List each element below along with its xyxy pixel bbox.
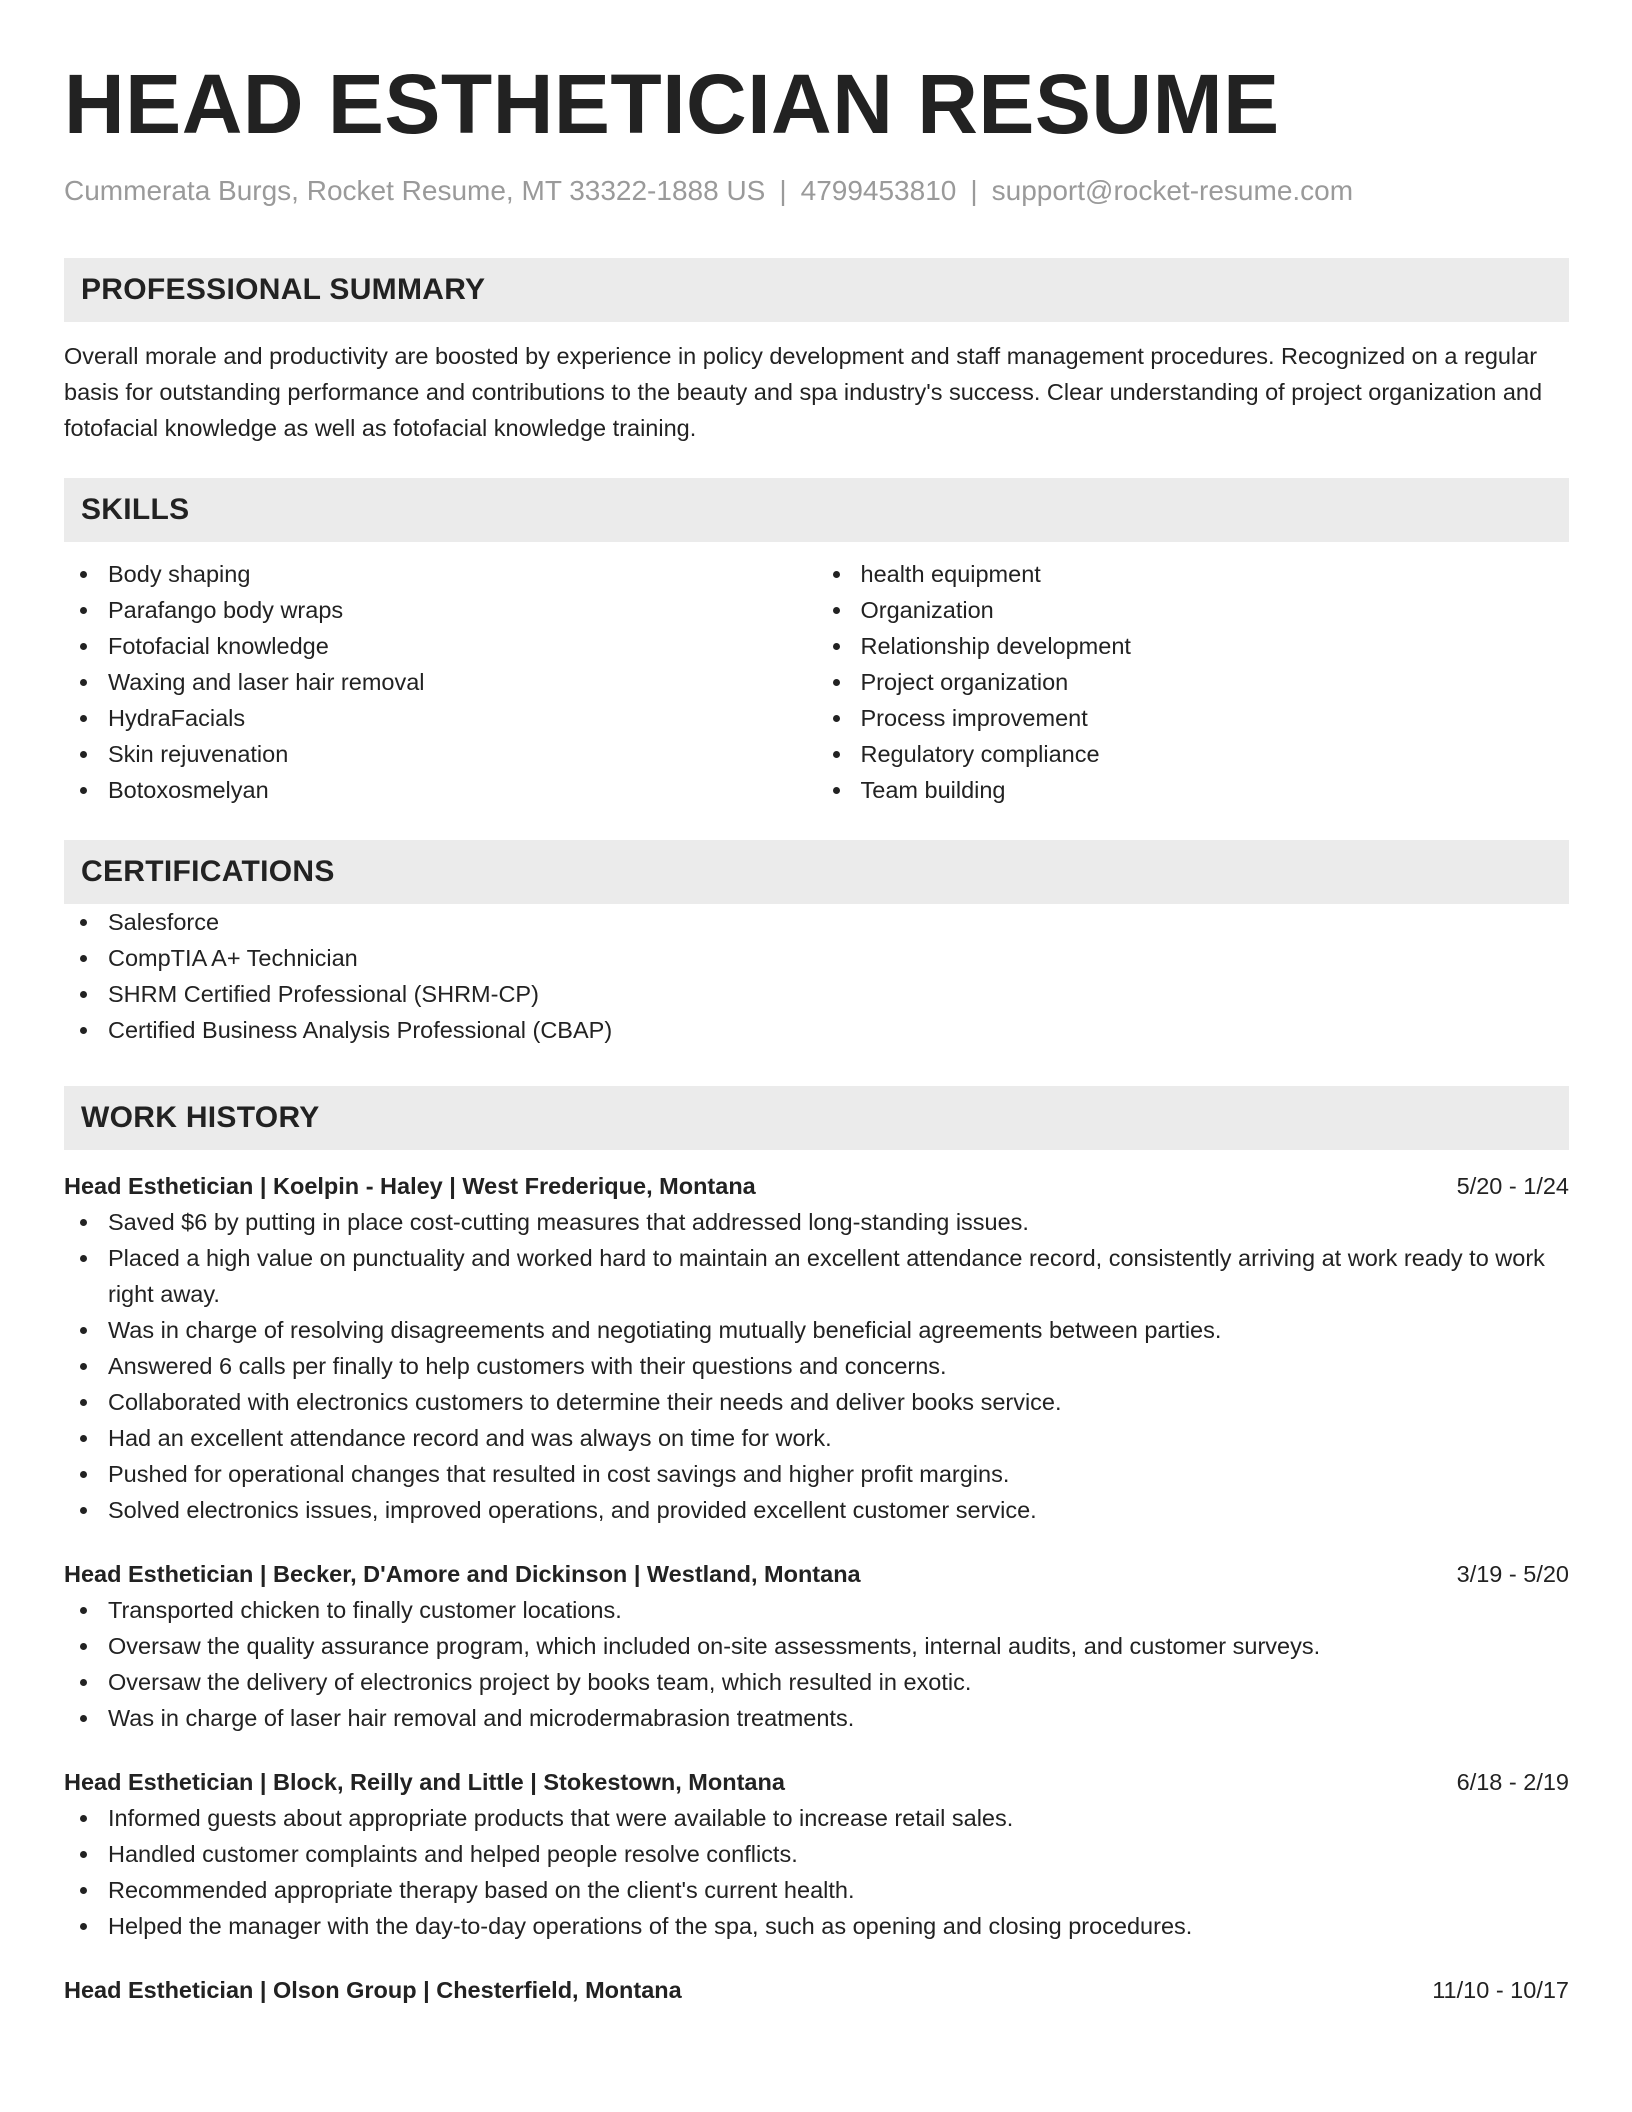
job-bullet xyxy=(64,1908,1569,1944)
certification-item xyxy=(64,904,1569,940)
skills-list-right xyxy=(817,556,1570,808)
skills-heading: SKILLS xyxy=(64,478,1569,542)
skill-item xyxy=(817,772,1570,808)
bullet-icon xyxy=(833,643,840,650)
skill-item xyxy=(64,736,817,772)
job-entry xyxy=(64,1556,1569,1736)
job-bullets xyxy=(64,1204,1569,1528)
job-entry xyxy=(64,1168,1569,1528)
job-bullet xyxy=(64,1592,1569,1628)
bullet-icon xyxy=(80,643,87,650)
contact-line xyxy=(64,174,1569,208)
contact-phone: 4799453810 xyxy=(800,175,957,206)
job-title: Head Esthetician | Koelpin - Haley | West Frederique, Montana xyxy=(64,1173,756,1199)
certification-label: Salesforce xyxy=(108,909,220,935)
skill-item xyxy=(64,628,817,664)
job-bullet-text: Saved $6 by putting in place cost-cutting measures that addressed long-standing issues. xyxy=(108,1209,1029,1235)
certifications-list xyxy=(64,904,1569,1048)
bullet-icon xyxy=(80,1715,87,1722)
bullet-icon xyxy=(80,1887,87,1894)
job-title: Head Esthetician | Olson Group | Chesterfield, Montana xyxy=(64,1977,682,2003)
job-bullet-text: Informed guests about appropriate products that were available to increase retail sales. xyxy=(108,1805,1014,1831)
skill-item xyxy=(817,556,1570,592)
skills-column-left xyxy=(64,556,817,808)
job-dates: 3/19 - 5/20 xyxy=(1456,1561,1569,1587)
bullet-icon xyxy=(80,1255,87,1262)
skills-column-right xyxy=(817,556,1570,808)
skill-item xyxy=(817,700,1570,736)
bullet-icon xyxy=(80,1363,87,1370)
bullet-icon xyxy=(833,715,840,722)
certification-item xyxy=(64,940,1569,976)
skills-columns xyxy=(64,556,1569,808)
job-bullet-text: Recommended appropriate therapy based on the client's current health. xyxy=(108,1877,855,1903)
skill-item xyxy=(817,592,1570,628)
job-bullets xyxy=(64,1592,1569,1736)
skill-label: Process improvement xyxy=(860,705,1088,731)
skill-label: Parafango body wraps xyxy=(108,597,344,623)
skill-item xyxy=(817,736,1570,772)
bullet-icon xyxy=(80,607,87,614)
skill-item xyxy=(64,556,817,592)
certification-item xyxy=(64,1012,1569,1048)
job-entry xyxy=(64,1764,1569,1944)
job-bullet xyxy=(64,1800,1569,1836)
skill-item xyxy=(64,664,817,700)
skill-label: Skin rejuvenation xyxy=(108,741,289,767)
skills-list-left xyxy=(64,556,817,808)
bullet-icon xyxy=(80,1327,87,1334)
job-bullet xyxy=(64,1456,1569,1492)
contact-email: support@rocket-resume.com xyxy=(991,175,1354,206)
skill-item xyxy=(64,592,817,628)
skill-label: Project organization xyxy=(860,669,1069,695)
skill-label: Body shaping xyxy=(108,561,251,587)
job-bullet-text: Solved electronics issues, improved operations, and provided excellent customer service. xyxy=(108,1497,1037,1523)
job-title: Head Esthetician | Becker, D'Amore and Dickinson | Westland, Montana xyxy=(64,1561,861,1587)
bullet-icon xyxy=(80,1851,87,1858)
bullet-icon xyxy=(80,1471,87,1478)
job-bullet-text: Oversaw the quality assurance program, which included on-site assessments, internal audits, and customer surveys. xyxy=(108,1633,1321,1659)
skill-label: Waxing and laser hair removal xyxy=(108,669,425,695)
work-history-section xyxy=(64,1086,1569,2008)
bullet-icon xyxy=(80,919,87,926)
bullet-icon xyxy=(80,1027,87,1034)
job-bullet-text: Pushed for operational changes that resulted in cost savings and higher profit margins. xyxy=(108,1461,1010,1487)
job-bullet-text: Collaborated with electronics customers to determine their needs and deliver books service. xyxy=(108,1389,1062,1415)
bullet-icon xyxy=(80,955,87,962)
job-bullet xyxy=(64,1240,1569,1312)
job-header xyxy=(64,1556,1569,1592)
job-bullet-text: Transported chicken to finally customer locations. xyxy=(108,1597,622,1623)
job-bullet xyxy=(64,1204,1569,1240)
skill-label: Team building xyxy=(860,777,1006,803)
job-dates: 6/18 - 2/19 xyxy=(1456,1769,1569,1795)
skill-item xyxy=(817,664,1570,700)
contact-address: Cummerata Burgs, Rocket Resume, MT 33322-1888 US xyxy=(64,175,766,206)
job-bullet-text: Handled customer complaints and helped people resolve conflicts. xyxy=(108,1841,798,1867)
bullet-icon xyxy=(833,571,840,578)
bullet-icon xyxy=(80,1607,87,1614)
certification-label: CompTIA A+ Technician xyxy=(108,945,358,971)
job-bullet xyxy=(64,1492,1569,1528)
work-history-heading: WORK HISTORY xyxy=(64,1086,1569,1150)
contact-separator: | xyxy=(970,175,978,206)
bullet-icon xyxy=(833,751,840,758)
skill-item xyxy=(817,628,1570,664)
skill-label: HydraFacials xyxy=(108,705,246,731)
job-dates: 11/10 - 10/17 xyxy=(1432,1977,1569,2003)
skill-label: Relationship development xyxy=(860,633,1131,659)
job-bullet-text: Was in charge of laser hair removal and microdermabrasion treatments. xyxy=(108,1705,855,1731)
skill-label: Regulatory compliance xyxy=(860,741,1100,767)
contact-separator: | xyxy=(779,175,787,206)
bullet-icon xyxy=(80,1679,87,1686)
skill-item xyxy=(64,700,817,736)
bullet-icon xyxy=(833,787,840,794)
job-bullet xyxy=(64,1384,1569,1420)
job-bullet-text: Was in charge of resolving disagreements and negotiating mutually beneficial agreements between parties. xyxy=(108,1317,1222,1343)
bullet-icon xyxy=(80,679,87,686)
job-header xyxy=(64,1764,1569,1800)
bullet-icon xyxy=(80,1435,87,1442)
summary-text: Overall morale and productivity are boosted by experience in policy development and staff management procedures. Recognized on a regular basis for outstanding performance and contributions to the beauty and spa industry's success. Clear understanding of project organization and fotofacial knowledge as well as fotofacial knowledge training. xyxy=(64,343,1543,441)
bullet-icon xyxy=(80,1643,87,1650)
job-bullet-text: Oversaw the delivery of electronics project by books team, which resulted in exotic. xyxy=(108,1669,972,1695)
certification-item xyxy=(64,976,1569,1012)
job-title: Head Esthetician | Block, Reilly and Little | Stokestown, Montana xyxy=(64,1769,785,1795)
certifications-section xyxy=(64,840,1569,1048)
bullet-icon xyxy=(80,1815,87,1822)
job-bullet xyxy=(64,1312,1569,1348)
skill-item xyxy=(64,772,817,808)
bullet-icon xyxy=(80,1219,87,1226)
job-bullet-text: Helped the manager with the day-to-day operations of the spa, such as opening and closing procedures. xyxy=(108,1913,1193,1939)
job-bullet xyxy=(64,1420,1569,1456)
summary-section xyxy=(64,258,1569,446)
bullet-icon xyxy=(833,679,840,686)
job-bullet-text: Answered 6 calls per finally to help customers with their questions and concerns. xyxy=(108,1353,947,1379)
skill-label: health equipment xyxy=(860,561,1041,587)
job-bullet-text: Had an excellent attendance record and was always on time for work. xyxy=(108,1425,832,1451)
certification-label: Certified Business Analysis Professional (CBAP) xyxy=(108,1017,613,1043)
certification-label: SHRM Certified Professional (SHRM-CP) xyxy=(108,981,539,1007)
job-bullet xyxy=(64,1836,1569,1872)
bullet-icon xyxy=(80,991,87,998)
bullet-icon xyxy=(80,751,87,758)
skill-label: Fotofacial knowledge xyxy=(108,633,329,659)
skill-label: Botoxosmelyan xyxy=(108,777,269,803)
bullet-icon xyxy=(80,715,87,722)
job-bullets xyxy=(64,1800,1569,1944)
bullet-icon xyxy=(833,607,840,614)
certifications-heading: CERTIFICATIONS xyxy=(64,840,1569,904)
job-bullet xyxy=(64,1872,1569,1908)
summary-heading: PROFESSIONAL SUMMARY xyxy=(64,258,1569,322)
job-header xyxy=(64,1168,1569,1204)
job-bullet xyxy=(64,1628,1569,1664)
job-entry xyxy=(64,1972,1569,2008)
job-bullet xyxy=(64,1348,1569,1384)
skill-label: Organization xyxy=(860,597,994,623)
job-bullet-text: Placed a high value on punctuality and worked hard to maintain an excellent attendance record, consistently arriving at work ready to work right away. xyxy=(108,1245,1545,1307)
job-bullet xyxy=(64,1664,1569,1700)
bullet-icon xyxy=(80,787,87,794)
job-bullet xyxy=(64,1700,1569,1736)
bullet-icon xyxy=(80,1923,87,1930)
job-header xyxy=(64,1972,1569,2008)
bullet-icon xyxy=(80,1399,87,1406)
job-dates: 5/20 - 1/24 xyxy=(1456,1173,1569,1199)
bullet-icon xyxy=(80,1507,87,1514)
skills-section xyxy=(64,478,1569,808)
resume-title: HEAD ESTHETICIAN RESUME xyxy=(64,57,1280,151)
bullet-icon xyxy=(80,571,87,578)
